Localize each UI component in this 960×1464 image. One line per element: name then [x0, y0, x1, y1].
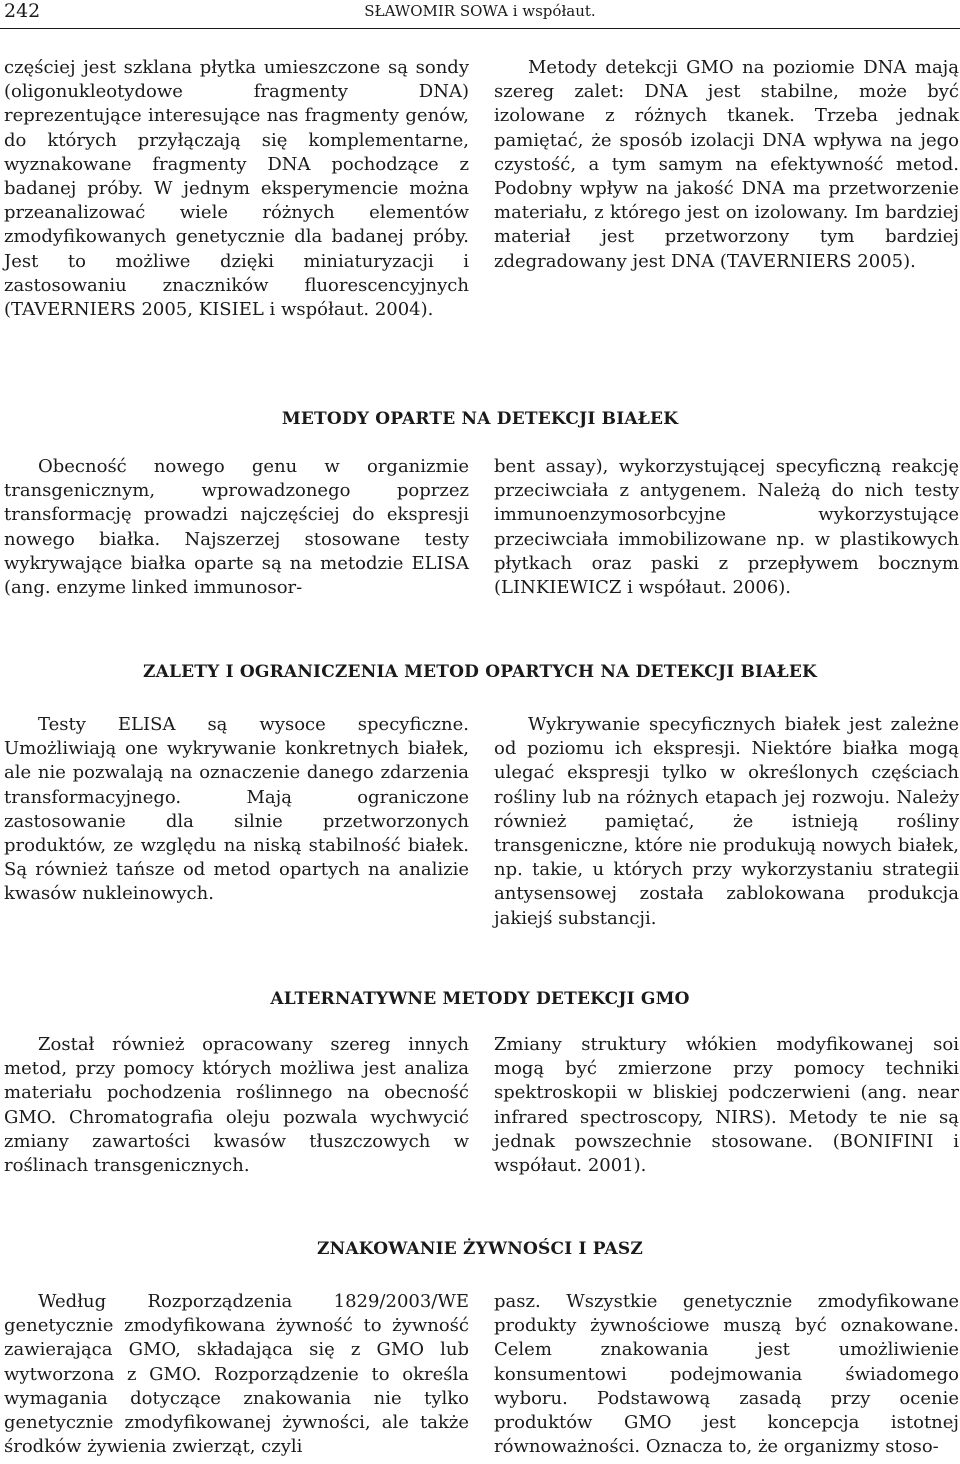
- page-number: 242: [4, 0, 41, 22]
- section-heading-labelling: ZNAKOWANIE ŻYWNOŚCI I PASZ: [317, 1239, 643, 1259]
- header-rule: [0, 28, 960, 29]
- section-5-left-column: Według Rozporządzenia 1829/2003/WE genetycznie zmodyfikowana żywność to żywność zawierająca GMO, składająca się z GMO lub wytworzona z GMO. Rozporządzenie to określa wymagania dotyczące znakowania nie tylko genetycznie zmodyfikowanej żywności, ale także środków żywienia zwierząt, czyli: [4, 1291, 469, 1458]
- section-3-left-column: Testy ELISA są wysoce specyficzne. Umożliwiają one wykrywanie konkretnych białek, ale nie pozwalają na oznaczenie danego zdarzenia transformacyjnego. Mają ograniczone zastosowanie dla silnie przetworzonych produktów, ze względu na niską stabilność białek. Są również tańsze od metod opartych na analizie kwasów nukleinowych.: [4, 714, 469, 905]
- section-heading-advantages-limitations: ZALETY I OGRANICZENIA METOD OPARTYCH NA DETEKCJI BIAŁEK: [142, 662, 818, 682]
- page-header: [0, 0, 960, 34]
- section-heading-alternative-methods: ALTERNATYWNE METODY DETEKCJI GMO: [270, 989, 690, 1009]
- section-5-right-column: pasz. Wszystkie genetycznie zmodyfikowane produkty żywnościowe muszą być oznakowane. Celem znakowania jest umożliwienie konsumentowi podejmowania świadomego wyboru. Podstawową zasadą przy ocenie produktów GMO jest koncepcja istotnej równoważności. Oznacza to, że organizmy stoso-: [494, 1291, 959, 1458]
- section-4-left-column: Został również opracowany szereg innych metod, przy pomocy których możliwa jest analiza materiału pochodzenia roślinnego na obecność GMO. Chromatografia oleju pozwala wychwycić zmiany zawartości kwasów tłuszczowych w roślinach transgenicznych.: [4, 1034, 469, 1177]
- section-heading-protein-methods: METODY OPARTE NA DETEKCJI BIAŁEK: [281, 409, 679, 429]
- section-2-left-column: Obecność nowego genu w organizmie transgenicznym, wprowadzonego poprzez transformację prowadzi najczęściej do ekspresji nowego białka. Najszerzej stosowane testy wykrywające białka oparte są na metodzie ELISA (ang. enzyme linked immunosor-: [4, 456, 469, 599]
- section-1-right-column: Metody detekcji GMO na poziomie DNA mają szereg zalet: DNA jest stabilne, może być izolowane z różnych tkanek. Trzeba jednak pamiętać, że sposób izolacji DNA wpływa na jego czystość, a tym samym na efektywność metod. Podobny wpływ na jakość DNA ma przetworzenie materiału, z którego jest on izolowany. Im bardziej materiał jest przetworzony tym bardziej zdegradowany jest DNA (TAVERNIERS 2005).: [494, 57, 959, 272]
- section-1-left-column: częściej jest szklana płytka umieszczone są sondy (oligonukleotydowe fragmenty DNA) reprezentujące interesujące nas fragmenty genów, do których przyłączają się komplementarne, wyznakowane fragmenty DNA pochodzące z badanej próby. W jednym eksperymencie można przeanalizować wiele różnych elementów zmodyfikowanych genetycznie dla badanej próby. Jest to możliwe dzięki miniaturyzacji i zastosowaniu znaczników fluorescencyjnych (TAVERNIERS 2005, KISIEL i współaut. 2004).: [4, 57, 469, 321]
- section-3-right-column: Wykrywanie specyficznych białek jest zależne od poziomu ich ekspresji. Niektóre białka mogą ulegać ekspresji tylko w określonych częściach rośliny lub na różnych etapach jej rozwoju. Należy również pamiętać, że istnieją rośliny transgeniczne, które nie produkują nowych białek, np. takie, u których przy wykorzystaniu strategii antysensowej została zablokowana produkcja jakiejś substancji.: [494, 714, 959, 929]
- section-2-right-column: bent assay), wykorzystującej specyficzną reakcję przeciwciała z antygenem. Należą do nich testy immunoenzymosorbcyjne wykorzystujące przeciwciała immobilizowane np. w plastikowych płytkach oraz paski z przepływem bocznym (LINKIEWICZ i współaut. 2006).: [494, 456, 959, 599]
- section-4-right-column: Zmiany struktury włókien modyfikowanej soi mogą być zmierzone przy pomocy techniki spektroskopii w bliskiej podczerwieni (ang. near infrared spectroscopy, NIRS). Metody te nie są jednak powszechnie stosowane. (BONIFINI i współaut. 2001).: [494, 1034, 959, 1177]
- running-head: SŁAWOMIR SOWA i współaut.: [364, 2, 596, 20]
